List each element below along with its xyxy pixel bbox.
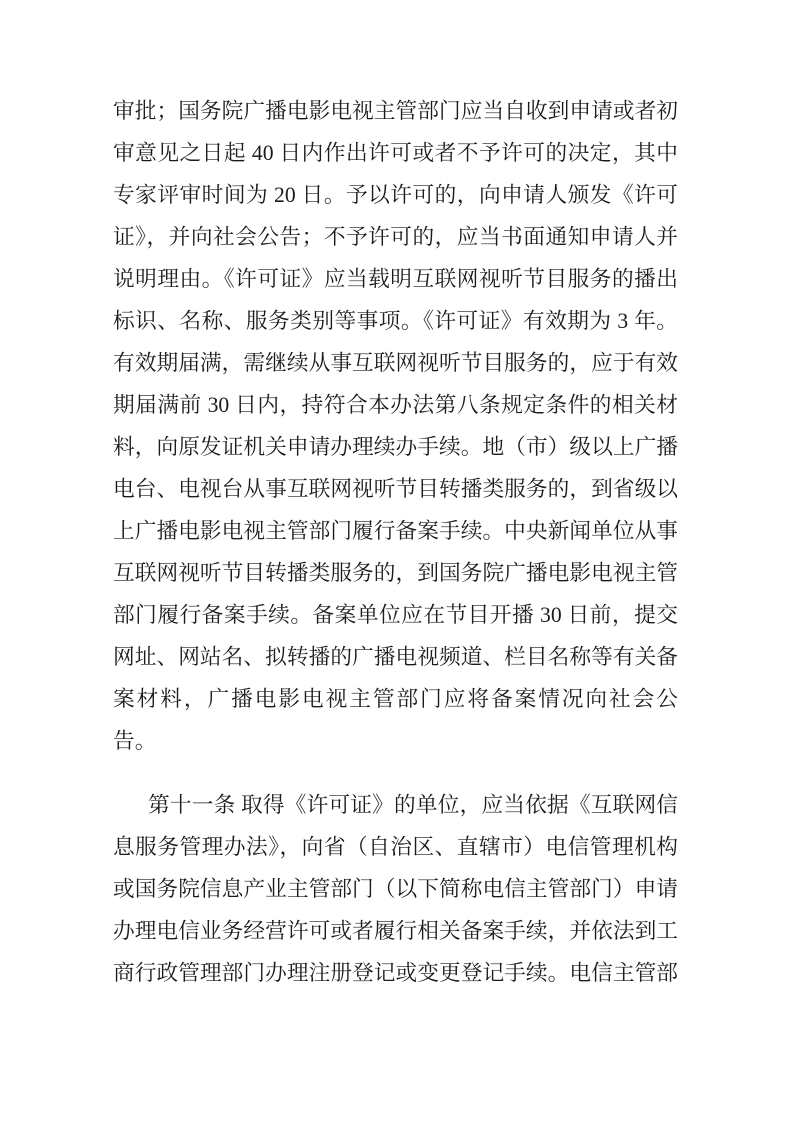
text-line: 部门履行备案手续。备案单位应在节目开播 30 日前，提交	[113, 603, 678, 627]
text-line: 审批；国务院广播电影电视主管部门应当自收到申请或者初	[113, 99, 678, 123]
text-line: 审意见之日起 40 日内作出许可或者不予许可的决定，其中	[113, 141, 678, 165]
text-line: 有效期届满，需继续从事互联网视听节目服务的，应于有效	[113, 351, 678, 375]
text-line: 息服务管理办法》，向省（自治区、直辖市）电信管理机构	[113, 835, 678, 859]
document-body	[113, 90, 678, 994]
text-line: 商行政管理部门办理注册登记或变更登记手续。电信主管部	[113, 961, 678, 985]
text-line: 证》，并向社会公告；不予许可的，应当书面通知申请人并	[113, 225, 678, 249]
text-line: 专家评审时间为 20 日。予以许可的，向申请人颁发《许可	[113, 183, 678, 207]
text-line: 说明理由。《许可证》应当载明互联网视听节目服务的播出	[113, 267, 678, 291]
text-line-paragraph-end: 告。	[113, 729, 157, 753]
text-line: 电台、电视台从事互联网视听节目转播类服务的，到省级以	[113, 477, 678, 501]
text-line: 料，向原发证机关申请办理续办手续。地（市）级以上广播	[113, 435, 678, 459]
text-line: 标识、名称、服务类别等事项。《许可证》有效期为 3 年。	[113, 309, 678, 333]
text-line: 上广播电影电视主管部门履行备案手续。中央新闻单位从事	[113, 519, 678, 543]
text-line: 期届满前 30 日内，持符合本办法第八条规定条件的相关材	[113, 393, 678, 417]
text-line: 或国务院信息产业主管部门（以下简称电信主管部门）申请	[113, 877, 678, 901]
text-line: 网址、网站名、拟转播的广播电视频道、栏目名称等有关备	[113, 645, 678, 669]
text-line: 案材料，广播电影电视主管部门应将备案情况向社会公	[113, 687, 678, 711]
text-line: 办理电信业务经营许可或者履行相关备案手续，并依法到工	[113, 919, 678, 943]
paragraph-article-11	[113, 784, 678, 994]
paragraph-continuation	[113, 90, 678, 762]
text-line: 互联网视听节目转播类服务的，到国务院广播电影电视主管	[113, 561, 678, 585]
text-line-article-heading: 第十一条 取得《许可证》的单位，应当依据《互联网信	[148, 793, 678, 817]
